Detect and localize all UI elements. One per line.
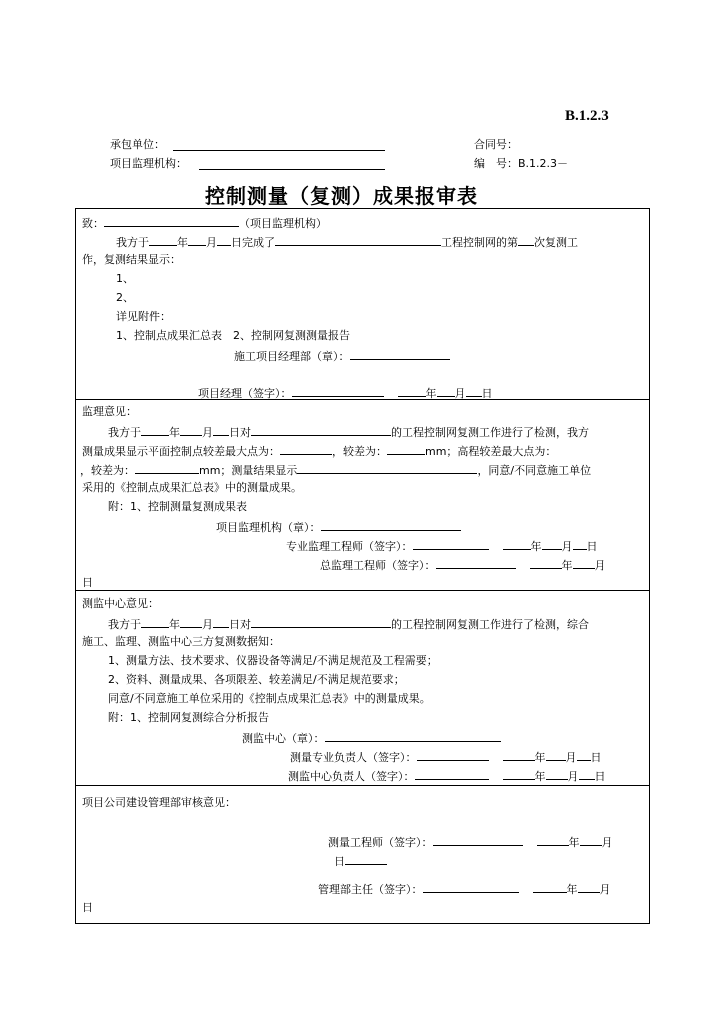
- supervisor-label: 项目监理机构：: [110, 157, 187, 170]
- chief-signature-line: 总监理工程师（签字）： 年 月: [320, 559, 606, 572]
- center-point-2: 2、资料、测量成果、各项限差、较差满足/不满足规范要求；: [108, 673, 405, 686]
- ct-year-field[interactable]: [141, 616, 169, 628]
- center-point-1: 1、测量方法、技术要求、仪器设备等满足/不满足规范及工程需要；: [108, 654, 438, 667]
- engineer-signature-field[interactable]: [413, 538, 489, 550]
- ct-month-field[interactable]: [180, 616, 202, 628]
- contractor-label: 承包单位：: [110, 138, 165, 151]
- pm-signature-line: 项目经理（签字）： 年 月 日: [198, 387, 493, 400]
- sv-year-field[interactable]: [141, 424, 169, 436]
- head-signature-line: 测监中心负责人（签字）： 年 月 日: [288, 770, 606, 783]
- lead-month-field[interactable]: [546, 749, 566, 761]
- contractor-field[interactable]: [173, 150, 385, 151]
- engineer-signature-line: 专业监理工程师（签字）： 年 月 日: [286, 540, 598, 553]
- sv-result-field[interactable]: [297, 462, 477, 474]
- center-seal-line: 测监中心（章）：: [242, 730, 501, 746]
- survey-count-field[interactable]: [518, 234, 534, 246]
- to-field[interactable]: [104, 215, 239, 227]
- lead-year-field[interactable]: [503, 749, 535, 761]
- survey-engineer-signature-line: 测量工程师（签字）： 年 月: [328, 836, 613, 849]
- sv-month-field[interactable]: [180, 424, 202, 436]
- head-signature-field[interactable]: [415, 768, 489, 780]
- survey-engineer-signature-field[interactable]: [433, 834, 523, 846]
- director-signature-line: 管理部主任（签字）： 年 月: [318, 883, 611, 896]
- section-divider: [76, 785, 649, 786]
- ct-day-field[interactable]: [213, 616, 229, 628]
- serial-number-label: 编 号：B.1.2.3－: [474, 157, 569, 170]
- chief-year-field[interactable]: [530, 557, 562, 569]
- eng-month-field[interactable]: [542, 538, 562, 550]
- head-month-field[interactable]: [546, 768, 568, 780]
- supervision-line-4: 采用的《控制点成果汇总表》中的测量成果。: [82, 481, 302, 494]
- completion-line: 我方于 年 月 日完成了 工程控制网的第 次复测工: [116, 236, 578, 249]
- page-title: 控制测量（复测）成果报审表: [205, 184, 478, 208]
- result-item-2: 2、: [116, 291, 134, 304]
- pm-signature-field[interactable]: [292, 385, 384, 397]
- result-intro: 作，复测结果显示：: [82, 253, 181, 266]
- plane-max-point-field[interactable]: [280, 443, 332, 455]
- chief-day-label: 日: [82, 576, 93, 589]
- document-code: B.1.2.3: [565, 108, 609, 124]
- center-attachment: 附：1、控制网复测综合分析报告: [108, 711, 269, 724]
- supervision-line-2: 测量成果显示平面控制点较差最大点为： ，较差为： mm；高程较差最大点为：: [82, 445, 557, 458]
- section-divider: [76, 399, 649, 400]
- se-day-field[interactable]: [345, 853, 387, 865]
- director-day-label: 日: [82, 901, 93, 914]
- dept-seal-field[interactable]: [350, 348, 450, 360]
- center-line-2: 施工、监理、测监中心三方复测数据知：: [82, 635, 280, 648]
- supervisor-field[interactable]: [199, 169, 385, 170]
- supervision-heading: 监理意见：: [82, 405, 137, 418]
- supervision-org-line: 项目监理机构（章）：: [216, 519, 461, 535]
- sv-day-field[interactable]: [213, 424, 229, 436]
- company-review-heading: 项目公司建设管理部审核意见：: [82, 796, 236, 809]
- supervision-line-3: ，较差为： mm；测量结果显示 ，同意/不同意施工单位: [80, 464, 592, 477]
- contractor-dept-line: 施工项目经理部（章）：: [234, 348, 450, 364]
- lead-signature-field[interactable]: [417, 749, 489, 761]
- center-point-3: 同意/不同意施工单位采用的《控制点成果汇总表》中的测量成果。: [108, 692, 431, 705]
- day-field[interactable]: [217, 234, 231, 246]
- contract-no-label: 合同号：: [474, 138, 518, 151]
- pm-year-field[interactable]: [398, 385, 426, 397]
- center-heading: 测监中心意见：: [82, 597, 159, 610]
- section-divider: [76, 590, 649, 591]
- result-item-1: 1、: [116, 272, 134, 285]
- attachment-heading: 详见附件：: [116, 310, 171, 323]
- dir-year-field[interactable]: [533, 881, 567, 893]
- ct-project-field[interactable]: [251, 616, 391, 628]
- supervision-attachment: 附：1、控制测量复测成果表: [108, 500, 247, 513]
- to-line: 致： （项目监理机构）: [82, 217, 327, 230]
- eng-year-field[interactable]: [503, 538, 531, 550]
- sv-org-seal-field[interactable]: [321, 519, 461, 531]
- eng-day-field[interactable]: [573, 538, 587, 550]
- center-seal-field[interactable]: [325, 730, 501, 742]
- pm-day-field[interactable]: [466, 385, 482, 397]
- year-field[interactable]: [149, 234, 177, 246]
- se-year-field[interactable]: [537, 834, 569, 846]
- supervision-line-1: 我方于 年 月 日对 的工程控制网复测工作进行了检测，我方: [108, 426, 589, 439]
- form-table: [75, 208, 650, 924]
- sv-project-field[interactable]: [251, 424, 391, 436]
- pm-month-field[interactable]: [437, 385, 455, 397]
- chief-signature-field[interactable]: [436, 557, 516, 569]
- lead-signature-line: 测量专业负责人（签字）： 年 月 日: [290, 751, 602, 764]
- lead-day-field[interactable]: [577, 749, 591, 761]
- director-signature-field[interactable]: [423, 881, 519, 893]
- attachment-list: 1、控制点成果汇总表 2、控制网复测测量报告: [116, 329, 350, 342]
- chief-month-field[interactable]: [573, 557, 595, 569]
- dir-month-field[interactable]: [578, 881, 600, 893]
- center-line-1: 我方于 年 月 日对 的工程控制网复测工作进行了检测，综合: [108, 618, 589, 631]
- project-field[interactable]: [275, 234, 441, 246]
- elevation-diff-field[interactable]: [135, 462, 199, 474]
- head-day-field[interactable]: [579, 768, 595, 780]
- plane-diff-field[interactable]: [387, 443, 425, 455]
- month-field[interactable]: [188, 234, 206, 246]
- survey-engineer-day-line: 日: [334, 853, 387, 869]
- head-year-field[interactable]: [503, 768, 535, 780]
- se-month-field[interactable]: [580, 834, 602, 846]
